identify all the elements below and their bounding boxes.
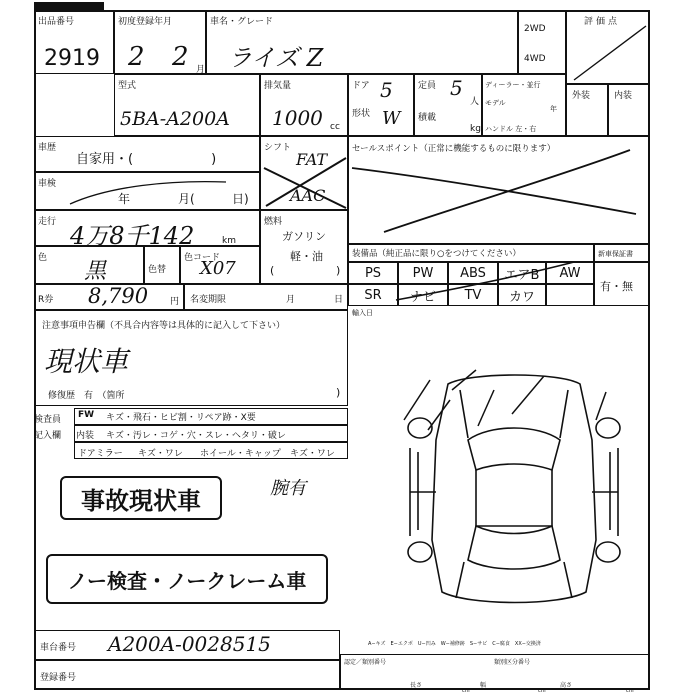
interior-row-label: 内装 bbox=[76, 431, 95, 441]
hood bbox=[460, 390, 568, 438]
disp-label: 排気量 bbox=[264, 81, 292, 91]
name-label: 車名・グレード bbox=[210, 17, 274, 27]
fuel-paren-r: ) bbox=[336, 264, 341, 277]
notes-value: 現状車 bbox=[44, 345, 129, 378]
equip-airbag: エアB bbox=[498, 262, 546, 284]
damage-legend: A−キズ E−エクボ U−凹み W−補修跡 S−サビ C−腐食 XX−交換済 bbox=[368, 641, 541, 647]
shift-cross-2 bbox=[266, 158, 346, 206]
entry-label: 記入欄 bbox=[34, 431, 62, 441]
shape-label: 形状 bbox=[352, 109, 371, 119]
rear-glass bbox=[468, 526, 560, 569]
exterior-label: 外装 bbox=[572, 91, 591, 101]
model-year-unit: 年 bbox=[550, 105, 557, 113]
shift-label: シフト bbox=[264, 143, 292, 153]
title-month: 月 bbox=[286, 295, 296, 305]
shift-value: FAT bbox=[296, 150, 328, 169]
stamp-note: 腕有 bbox=[270, 478, 306, 499]
approval-label: 認定／類別番号 bbox=[344, 659, 387, 666]
front-glass bbox=[468, 428, 560, 470]
equip-aw: AW bbox=[546, 262, 594, 284]
shift-cross-1 bbox=[264, 168, 346, 208]
name-value: ライズ Z bbox=[228, 44, 324, 72]
fuel-paren-l: ( bbox=[270, 264, 275, 277]
equip-navi: ナビ bbox=[398, 284, 448, 306]
warranty-value: 有・無 bbox=[600, 280, 633, 293]
equip-sr: SR bbox=[348, 284, 398, 306]
door-value: 5 bbox=[380, 78, 393, 102]
car-diagram bbox=[408, 375, 620, 603]
color-value: 黒 bbox=[84, 259, 107, 284]
title-day: 日 bbox=[334, 295, 344, 305]
color-code-label: 色コード bbox=[184, 253, 221, 263]
import-label: 輸入日 bbox=[352, 309, 373, 317]
height-label: 高さ bbox=[560, 682, 573, 689]
reg-label: 初度登録年月 bbox=[118, 17, 173, 27]
lot-number: 2919 bbox=[44, 46, 100, 71]
cm-unit-3: cm bbox=[626, 688, 634, 694]
load-unit: kg bbox=[470, 124, 481, 134]
equip-abs: ABS bbox=[448, 262, 498, 284]
awd-2: 2WD bbox=[524, 24, 546, 34]
color-label: 色 bbox=[38, 253, 48, 263]
new-car-label: 新車保証書 bbox=[598, 250, 633, 258]
color-change-label: 色替 bbox=[148, 265, 167, 275]
inspection-year: 年 bbox=[118, 192, 131, 206]
sales-label: セールスポイント（正常に機能するものに限ります） bbox=[352, 144, 556, 154]
fuel-value: ガソリン bbox=[282, 230, 326, 243]
roof bbox=[476, 470, 552, 526]
cm-unit-1: cm bbox=[462, 688, 470, 694]
length-label: 長さ bbox=[410, 682, 423, 689]
history-label: 車歴 bbox=[38, 143, 57, 153]
inspection-strike bbox=[70, 182, 226, 204]
capacity-value: 5 bbox=[450, 76, 463, 100]
lot-label: 出品番号 bbox=[38, 17, 75, 27]
accident-stamp: 事故現状車 bbox=[60, 476, 222, 520]
equip-ps: PS bbox=[348, 262, 398, 284]
recycle-label: R券 bbox=[38, 295, 54, 305]
wheel-cap: ホイール・キャップ bbox=[200, 449, 281, 459]
repair-label: 修復歴 有 （箇所 bbox=[48, 391, 125, 401]
mileage-label: 走行 bbox=[38, 217, 57, 227]
recycle-value: 8,790 bbox=[88, 284, 149, 308]
wheel-cap-text: キズ・ワレ bbox=[290, 449, 335, 459]
disp-value: 1000 bbox=[272, 106, 323, 130]
sales-cross-1 bbox=[352, 168, 636, 214]
door-label: ドア bbox=[352, 81, 370, 91]
inspector-label: 検査員 bbox=[34, 415, 62, 425]
cm-unit-2: cm bbox=[538, 688, 546, 694]
reg-month-unit: 月 bbox=[196, 65, 206, 75]
equip-strike bbox=[396, 262, 574, 300]
sales-cross-2 bbox=[384, 150, 630, 232]
interior-row-text: キズ・汚レ・コゲ・穴・スレ・ヘタリ・破レ bbox=[106, 431, 286, 441]
wheel-rr bbox=[596, 542, 620, 562]
eval-label: 評価点 bbox=[584, 17, 621, 27]
car-type-label: 類別区分番号 bbox=[494, 659, 531, 666]
equip-leather: カワ bbox=[498, 284, 546, 306]
wheel-fl bbox=[408, 418, 432, 438]
model-value: 5BA-A200A bbox=[120, 108, 230, 130]
inspection-label: 車検 bbox=[38, 179, 57, 189]
capacity-label: 定員 bbox=[418, 81, 437, 91]
model-year-label: モデル bbox=[485, 99, 506, 107]
fuel-diesel: 軽・油 bbox=[290, 250, 323, 263]
chassis-value: A200A-0028515 bbox=[108, 632, 271, 656]
title-label: 名変期限 bbox=[190, 295, 227, 305]
mileage-unit: km bbox=[222, 236, 236, 246]
door-mirror-text: キズ・ワレ bbox=[138, 449, 183, 459]
equip-pw: PW bbox=[398, 262, 448, 284]
equip-tv: TV bbox=[448, 284, 498, 306]
reg-number-label: 登録番号 bbox=[40, 673, 77, 683]
capacity-unit: 人 bbox=[470, 97, 480, 107]
inspection-day: 日) bbox=[232, 192, 249, 206]
reg-month: 2 bbox=[172, 42, 189, 72]
ac-value: AAC bbox=[290, 186, 326, 205]
fuel-label: 燃料 bbox=[264, 217, 283, 227]
equip-label: 装備品（純正品に限り○をつけてください） bbox=[352, 249, 521, 259]
door-mirror: ドアミラー bbox=[78, 449, 123, 459]
awd-4: 4WD bbox=[524, 54, 546, 64]
interior-label: 内装 bbox=[614, 91, 633, 101]
wheel-fr bbox=[596, 418, 620, 438]
recycle-unit: 円 bbox=[170, 297, 180, 307]
width-label: 幅 bbox=[480, 682, 487, 689]
eval-slash bbox=[574, 26, 646, 80]
notes-label: 注意事項申告欄（不具合内容等は具体的に記入して下さい） bbox=[42, 321, 286, 331]
trunk bbox=[456, 562, 572, 598]
repair-paren: ) bbox=[336, 386, 341, 399]
mileage-value: 4万8千142 bbox=[70, 222, 195, 250]
shape-value: W bbox=[382, 108, 401, 129]
load-label: 積載 bbox=[418, 113, 437, 123]
no-claim-stamp: ノー検査・ノークレーム車 bbox=[46, 554, 328, 604]
wheel-rl bbox=[408, 542, 432, 562]
fw-label: FW bbox=[78, 410, 95, 420]
damage-marks bbox=[404, 370, 606, 430]
reg-year: 2 bbox=[128, 42, 145, 72]
inspection-month: 月( bbox=[178, 192, 195, 206]
dealer-label: ディーラー・並行 bbox=[485, 81, 541, 89]
history-value: 自家用・( ) bbox=[76, 152, 217, 167]
fw-text: キズ・飛石・ヒビ割・リペア跡・X要 bbox=[106, 413, 256, 423]
color-code-value: X07 bbox=[200, 258, 236, 279]
chassis-label: 車台番号 bbox=[40, 643, 77, 653]
disp-unit: cc bbox=[330, 122, 340, 132]
handle-label: ハンドル 左・右 bbox=[485, 125, 537, 133]
model-label: 型式 bbox=[118, 81, 137, 91]
